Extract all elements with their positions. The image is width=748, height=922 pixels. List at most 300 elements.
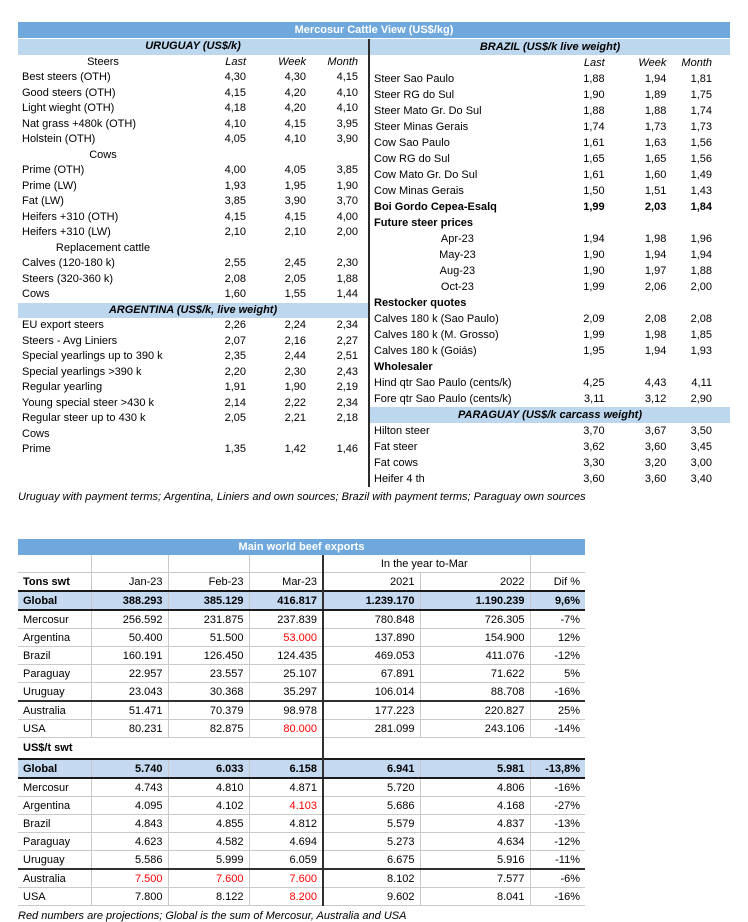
value-cell: 2,34	[336, 396, 358, 409]
empty-cell	[420, 738, 530, 760]
value-cell: 4.812	[249, 815, 323, 833]
value-cell: 154.900	[420, 629, 530, 647]
section-band-row	[370, 39, 730, 55]
value-cell: 4.810	[168, 778, 249, 797]
row-label: Heifers +310 (LW)	[22, 226, 111, 239]
column-header-month: Month	[681, 56, 712, 69]
section-band: BRAZIL (US$/k live weight)	[370, 39, 730, 55]
value-cell: 3,60	[583, 472, 605, 485]
value-cell: 5.916	[420, 851, 530, 870]
value-cell: 1,74	[583, 120, 605, 133]
row-label: Cow Minas Gerais	[374, 184, 464, 197]
value-cell	[311, 148, 368, 164]
row-label: Good steers (OTH)	[22, 86, 116, 99]
cattle-row	[18, 334, 368, 350]
cattle-row	[18, 272, 368, 288]
value-cell: 220.827	[420, 701, 530, 720]
value-cell: -12%	[530, 833, 585, 851]
value-cell: 2,30	[284, 365, 306, 378]
exports-row	[18, 851, 585, 870]
value-cell: 8.122	[168, 888, 249, 906]
cattle-row	[18, 163, 368, 179]
value-cell: 1,90	[583, 88, 605, 101]
value-cell: 2,27	[336, 334, 358, 347]
value-cell	[188, 427, 251, 443]
row-label: Steers - Avg Liniers	[22, 334, 118, 347]
global-row	[18, 759, 585, 778]
row-label: Steers (320-360 k)	[22, 272, 114, 285]
cattle-row	[18, 256, 368, 272]
value-cell: 1,42	[284, 443, 306, 456]
value-cell: 80.231	[91, 720, 168, 738]
value-cell: 2,03	[644, 200, 667, 213]
value-cell: 1,88	[583, 104, 605, 117]
row-label: Oct-23	[440, 280, 474, 293]
row-label: Apr-23	[440, 232, 474, 245]
value-cell: 3,85	[224, 195, 246, 208]
column-header-row	[370, 55, 730, 71]
value-cell: 5.273	[323, 833, 420, 851]
cattle-footnote: Uruguay with payment terms; Argentina, Liniers and own sources; Brazil with payment terms; Paraguay own sources	[18, 491, 586, 503]
row-label: Cow Mato Gr. Do Sul	[374, 168, 478, 181]
value-cell: 2,45	[284, 257, 306, 270]
value-cell: 3,70	[336, 195, 358, 208]
cattle-row	[18, 148, 368, 164]
cattle-row	[370, 439, 730, 455]
row-label: Fat cows	[374, 456, 419, 469]
column-header: Mar-23	[249, 573, 323, 592]
row-label: Cow Sao Paulo	[374, 136, 450, 149]
value-cell	[671, 295, 730, 311]
value-cell: 1,43	[690, 184, 712, 197]
value-cell: 2,18	[336, 412, 358, 425]
value-cell: 4,15	[284, 210, 306, 223]
value-cell: 4.095	[91, 797, 168, 815]
row-label: Australia	[18, 701, 91, 720]
column-header-row	[18, 55, 368, 71]
cattle-row	[18, 349, 368, 365]
value-cell: 4,10	[284, 133, 306, 146]
value-cell	[545, 295, 610, 311]
value-cell: 4,10	[336, 86, 358, 99]
value-cell: 4.102	[168, 797, 249, 815]
row-label: Steer Sao Paulo	[374, 72, 455, 85]
value-cell: 4,30	[224, 71, 246, 84]
value-cell	[610, 295, 672, 311]
value-cell: 4,05	[284, 164, 306, 177]
column-header-month: Month	[327, 55, 358, 68]
value-cell: 30.368	[168, 683, 249, 702]
exports-table	[18, 555, 585, 906]
cattle-row	[370, 167, 730, 183]
value-cell: 3,90	[336, 133, 358, 146]
value-cell: 3,11	[584, 392, 605, 405]
cattle-row	[370, 103, 730, 119]
cattle-row	[370, 471, 730, 487]
cattle-row	[18, 70, 368, 86]
cattle-row	[370, 375, 730, 391]
value-cell: 4.168	[420, 797, 530, 815]
value-cell: 2,05	[284, 272, 306, 285]
row-label: Special yearlings >390 k	[22, 365, 142, 378]
empty-cell	[323, 738, 420, 760]
row-label: Replacement cattle	[55, 241, 151, 254]
row-label: Calves (120-180 k)	[22, 257, 115, 270]
value-cell: 2,24	[284, 319, 306, 332]
value-cell: 1,95	[284, 179, 306, 192]
value-cell: 3,00	[690, 456, 712, 469]
row-label: Global	[18, 759, 91, 778]
cattle-row	[370, 151, 730, 167]
value-cell: 124.435	[249, 647, 323, 665]
value-cell: 6.158	[249, 759, 323, 778]
value-cell: 2,08	[644, 312, 667, 325]
row-label: Paraguay	[18, 833, 91, 851]
value-cell: 2,21	[284, 412, 306, 425]
cattle-row	[18, 303, 368, 319]
value-cell: 4,15	[224, 210, 246, 223]
column-header-label: Steers	[87, 55, 119, 68]
value-cell: 4,15	[284, 117, 306, 130]
value-cell: 4.871	[249, 778, 323, 797]
empty-cell	[188, 458, 251, 474]
value-cell: 3,30	[583, 456, 605, 469]
value-cell: 1,89	[644, 88, 667, 101]
row-label: Calves 180 k (M. Grosso)	[374, 328, 499, 341]
value-cell: 25.107	[249, 665, 323, 683]
cattle-subtable	[18, 39, 368, 473]
value-cell: -7%	[530, 610, 585, 629]
cattle-body	[18, 39, 730, 487]
value-cell: 1,46	[336, 443, 358, 456]
value-cell: 243.106	[420, 720, 530, 738]
value-cell	[545, 359, 610, 375]
row-label: Global	[18, 591, 91, 610]
empty-cell	[168, 555, 249, 573]
value-cell: 98.978	[249, 701, 323, 720]
value-cell: 5.999	[168, 851, 249, 870]
value-cell: 469.053	[323, 647, 420, 665]
value-cell: 160.191	[91, 647, 168, 665]
column-header-label	[370, 55, 545, 71]
value-cell: 2,07	[224, 334, 246, 347]
value-cell: 726.305	[420, 610, 530, 629]
value-cell: 5%	[530, 665, 585, 683]
unit-label-row	[18, 738, 585, 760]
value-cell: 2,00	[690, 280, 712, 293]
empty-cell	[311, 458, 368, 474]
row-label: Steer Minas Gerais	[374, 120, 469, 133]
section-band: URUGUAY (US$/k)	[18, 39, 368, 55]
value-cell: 1,94	[690, 248, 712, 261]
value-cell: 2,16	[284, 334, 306, 347]
value-cell: 256.592	[91, 610, 168, 629]
value-cell: 1,65	[644, 152, 667, 165]
cattle-row	[18, 179, 368, 195]
cattle-row	[370, 231, 730, 247]
value-cell: 1,99	[583, 200, 605, 213]
cattle-row	[370, 199, 730, 215]
section-band-row	[18, 39, 368, 55]
exports-row	[18, 797, 585, 815]
row-label: Cow RG do Sul	[374, 152, 450, 165]
cattle-row	[370, 279, 730, 295]
cattle-row	[370, 135, 730, 151]
value-cell	[251, 148, 311, 164]
exports-title: Main world beef exports	[18, 539, 585, 555]
value-cell: 1,56	[690, 152, 712, 165]
cattle-title: Mercosur Cattle View (US$/kg)	[18, 22, 730, 38]
value-cell: 7.600	[168, 869, 249, 888]
exports-header-row	[18, 573, 585, 592]
value-cell: 4,00	[224, 164, 246, 177]
year-to-mar-row	[18, 555, 585, 573]
value-cell	[188, 241, 251, 257]
cattle-row	[370, 455, 730, 471]
value-cell: -13%	[530, 815, 585, 833]
column-header: 2022	[420, 573, 530, 592]
value-cell: 2,34	[336, 319, 358, 332]
row-label: Argentina	[18, 629, 91, 647]
value-cell: 5.579	[323, 815, 420, 833]
row-label: Aug-23	[439, 264, 476, 277]
row-label: Uruguay	[18, 851, 91, 870]
exports-row	[18, 647, 585, 665]
value-cell: 4,43	[644, 376, 667, 389]
row-label: USA	[18, 720, 91, 738]
value-cell: 2,00	[336, 226, 358, 239]
value-cell: 2,08	[224, 272, 246, 285]
cattle-row	[18, 458, 368, 474]
value-cell: 2,30	[336, 257, 358, 270]
value-cell: 80.000	[249, 720, 323, 738]
cattle-row	[18, 396, 368, 412]
value-cell: -27%	[530, 797, 585, 815]
row-label: Nat grass +480k (OTH)	[22, 117, 137, 130]
value-cell: 7.500	[91, 869, 168, 888]
row-label: Fore qtr Sao Paulo (cents/k)	[374, 392, 512, 405]
row-label: Argentina	[18, 797, 91, 815]
value-cell	[671, 359, 730, 375]
value-cell: 35.297	[249, 683, 323, 702]
value-cell: 2,06	[644, 280, 667, 293]
column-header: 2021	[323, 573, 420, 592]
row-label: Cows	[22, 427, 50, 440]
exports-row	[18, 815, 585, 833]
value-cell: 4.806	[420, 778, 530, 797]
value-cell	[610, 215, 672, 231]
value-cell: 1,73	[690, 120, 712, 133]
empty-cell	[18, 458, 188, 474]
value-cell: 1,49	[690, 168, 712, 181]
value-cell: 4,05	[224, 133, 246, 146]
column-header-week: Week	[638, 56, 667, 69]
row-label: Regular yearling	[22, 381, 103, 394]
value-cell: 1,60	[224, 288, 246, 301]
value-cell: 3,45	[690, 440, 712, 453]
value-cell: 1,73	[644, 120, 667, 133]
empty-cell	[530, 555, 585, 573]
row-label: Heifers +310 (OTH)	[22, 210, 119, 223]
value-cell: 4,15	[336, 71, 358, 84]
value-cell: 1,85	[690, 328, 712, 341]
value-cell: 71.622	[420, 665, 530, 683]
value-cell: 2,55	[224, 257, 246, 270]
cattle-row	[18, 132, 368, 148]
value-cell: 3,67	[644, 424, 667, 437]
value-cell: 7.600	[249, 869, 323, 888]
value-cell: -16%	[530, 683, 585, 702]
value-cell: 1,90	[583, 264, 605, 277]
exports-row	[18, 778, 585, 797]
value-cell: 4.837	[420, 815, 530, 833]
cattle-row	[18, 427, 368, 443]
section-band: ARGENTINA (US$/k, live weight)	[18, 303, 368, 319]
cattle-row	[370, 407, 730, 423]
value-cell: 106.014	[323, 683, 420, 702]
value-cell	[251, 241, 311, 257]
row-label: Cows	[22, 288, 50, 301]
empty-cell	[530, 738, 585, 760]
row-label: Cows	[89, 148, 117, 161]
value-cell: -16%	[530, 778, 585, 797]
exports-row	[18, 888, 585, 906]
value-cell: 3,85	[336, 164, 358, 177]
value-cell: 4,30	[284, 71, 306, 84]
column-header: Jan-23	[91, 573, 168, 592]
cattle-row	[18, 117, 368, 133]
row-label: Boi Gordo Cepea-Esalq	[374, 200, 497, 213]
value-cell	[311, 241, 368, 257]
row-label: Young special steer >430 k	[22, 396, 154, 409]
cattle-row	[18, 101, 368, 117]
value-cell: 1,81	[690, 72, 712, 85]
value-cell: 1,60	[644, 168, 667, 181]
value-cell: 177.223	[323, 701, 420, 720]
value-cell: 385.129	[168, 591, 249, 610]
value-cell: 231.875	[168, 610, 249, 629]
value-cell: -13,8%	[530, 759, 585, 778]
cattle-row	[370, 183, 730, 199]
value-cell: 5.720	[323, 778, 420, 797]
value-cell: 1,35	[224, 443, 246, 456]
value-cell: 53.000	[249, 629, 323, 647]
value-cell: 51.471	[91, 701, 168, 720]
value-cell: 3,60	[644, 440, 667, 453]
value-cell: 4,10	[224, 117, 246, 130]
row-label: Paraguay	[18, 665, 91, 683]
value-cell: 70.379	[168, 701, 249, 720]
value-cell: 23.043	[91, 683, 168, 702]
cattle-row	[370, 311, 730, 327]
value-cell: 2,10	[284, 226, 306, 239]
row-label: Prime	[22, 443, 51, 456]
value-cell: 1,90	[583, 248, 605, 261]
cattle-row	[370, 343, 730, 359]
cattle-row	[18, 86, 368, 102]
value-cell: 3,40	[690, 472, 712, 485]
cattle-row	[370, 391, 730, 407]
value-cell: 5.981	[420, 759, 530, 778]
value-cell: 2,35	[224, 350, 246, 363]
cattle-row	[18, 287, 368, 303]
value-cell: 5.686	[323, 797, 420, 815]
value-cell: 2,08	[690, 312, 712, 325]
value-cell: 281.099	[323, 720, 420, 738]
value-cell: 3,90	[284, 195, 306, 208]
value-cell: 3,20	[644, 456, 667, 469]
value-cell: 780.848	[323, 610, 420, 629]
value-cell: -16%	[530, 888, 585, 906]
row-label: Calves 180 k (Sao Paulo)	[374, 312, 499, 325]
value-cell: 25%	[530, 701, 585, 720]
value-cell: 2,44	[284, 350, 306, 363]
value-cell: 1,88	[690, 264, 712, 277]
value-cell: 4.623	[91, 833, 168, 851]
cattle-row	[18, 411, 368, 427]
value-cell	[188, 148, 251, 164]
value-cell: 8.041	[420, 888, 530, 906]
column-header-last: Last	[225, 55, 246, 68]
value-cell: 2,22	[284, 396, 306, 409]
value-cell	[610, 359, 672, 375]
cattle-row	[370, 263, 730, 279]
value-cell: 1,65	[583, 152, 605, 165]
row-label: Prime (OTH)	[22, 164, 85, 177]
value-cell: 23.557	[168, 665, 249, 683]
value-cell: 50.400	[91, 629, 168, 647]
value-cell: 82.875	[168, 720, 249, 738]
cattle-row	[370, 295, 730, 311]
row-label: Steer RG do Sul	[374, 88, 455, 101]
value-cell: 3,60	[644, 472, 667, 485]
value-cell: 88.708	[420, 683, 530, 702]
value-cell: 1,75	[690, 88, 712, 101]
value-cell: 7.800	[91, 888, 168, 906]
value-cell: 1,74	[690, 104, 712, 117]
row-label: Future steer prices	[374, 216, 474, 229]
value-cell: 1,94	[583, 232, 605, 245]
value-cell: 4.843	[91, 815, 168, 833]
value-cell: 6.941	[323, 759, 420, 778]
value-cell: 1,44	[336, 288, 358, 301]
value-cell: 2,09	[583, 312, 605, 325]
value-cell: 1,97	[644, 264, 667, 277]
row-label: Brazil	[18, 815, 91, 833]
value-cell: 1,98	[644, 232, 667, 245]
value-cell: 22.957	[91, 665, 168, 683]
value-cell: 3,70	[583, 424, 605, 437]
value-cell: 1.239.170	[323, 591, 420, 610]
value-cell: 1,90	[336, 179, 358, 192]
exports-row	[18, 869, 585, 888]
value-cell: 4,10	[336, 102, 358, 115]
row-label: Hind qtr Sao Paulo (cents/k)	[374, 376, 512, 389]
value-cell: 1,88	[583, 72, 605, 85]
value-cell: 237.839	[249, 610, 323, 629]
value-cell: 6.059	[249, 851, 323, 870]
value-cell: 2,51	[336, 350, 358, 363]
value-cell: 4,00	[336, 210, 358, 223]
value-cell: 4,11	[691, 376, 712, 389]
value-cell: 1,55	[284, 288, 306, 301]
row-label: Best steers (OTH)	[22, 71, 111, 84]
value-cell: 1,88	[336, 272, 358, 285]
row-label: Restocker quotes	[374, 296, 467, 309]
row-label: May-23	[439, 248, 476, 261]
value-cell: 4,20	[284, 86, 306, 99]
value-cell: 1,98	[644, 328, 667, 341]
